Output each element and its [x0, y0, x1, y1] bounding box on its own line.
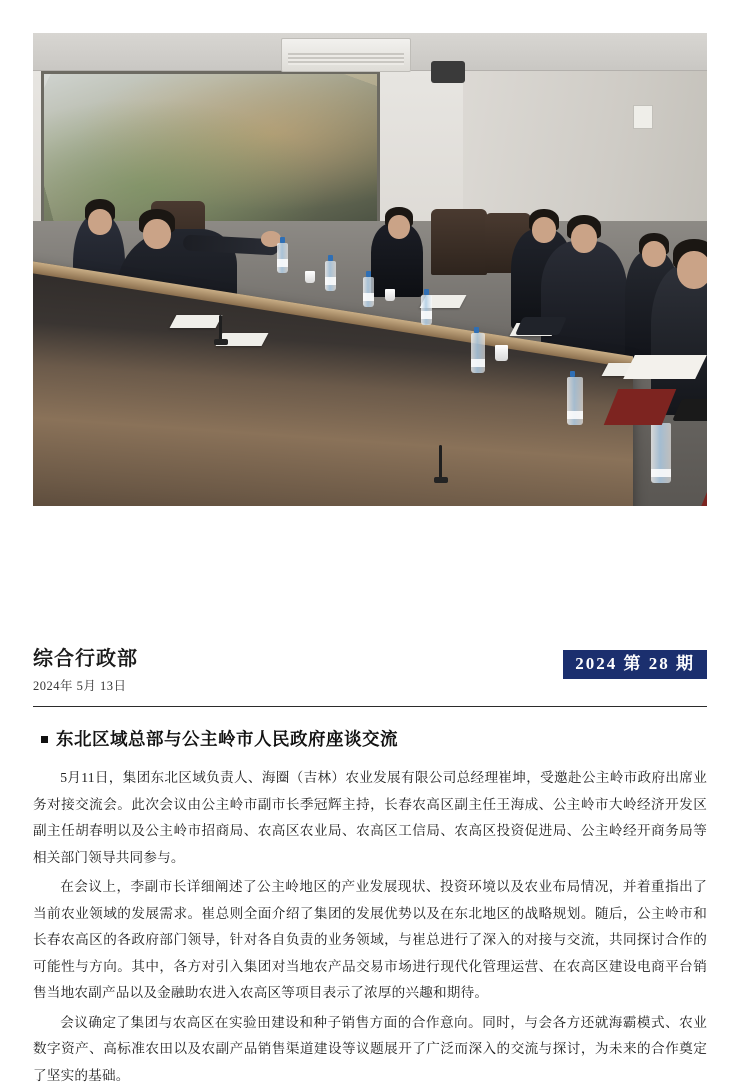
participant-head [143, 219, 171, 249]
issue-badge: 2024 第 28 期 [563, 650, 707, 679]
article-headline [41, 726, 707, 751]
chair [431, 209, 487, 275]
water-bottle [567, 377, 583, 425]
wall-outlet [633, 105, 653, 129]
photo-scene [33, 33, 707, 506]
microphone [439, 445, 442, 479]
cup [305, 271, 315, 283]
paper-sheet [623, 355, 707, 379]
ceiling-speaker [431, 61, 465, 83]
water-bottle [651, 423, 671, 483]
notepad [170, 315, 223, 328]
masthead-divider [33, 706, 707, 707]
publish-date: 2024年 5月 13日 [33, 679, 127, 693]
article-paragraph: 在会议上，李副市长详细阐述了公主岭地区的产业发展现状、投资环境以及农业布局情况，并着重指出了当前农业领域的发展需求。崔总则全面介绍了集团的发展优势以及在东北地区的战略规划。随后，公主岭市和长春农高区的各政府部门领导，针对各自负责的业务领域，与崔总进行了深入的对接与交流，共同探讨合作的可能性与方向。其中，各方对引入集团对当地农产品交易市场进行现代化管理运营、在农高区建设电商平台销售当地农副产品以及金融助农进入农高区等项目表示了浓厚的兴趣和期待。 [33, 879, 707, 1000]
masthead [33, 648, 707, 696]
water-bottle [277, 243, 288, 273]
department-name: 综合行政部 [33, 648, 138, 670]
article-paragraph: 5月11日，集团东北区域负责人、海圈（吉林）农业发展有限公司总经理崔坤，受邀赴公主岭市政府出席业务对接交流会。此次会议由公主岭市副市长季冠辉主持，长春农高区副主任王海成、公主岭市大岭经济开发区副主任胡春明以及公主岭市招商局、农高区农业局、农高区工信局、农高区投资促进局、公主岭经开商务局等相关部门领导共同参与。 [33, 770, 707, 865]
participant-head [532, 217, 556, 243]
right-wall [463, 71, 707, 231]
water-bottle [325, 261, 336, 291]
article-paragraph: 会议确定了集团与农高区在实验田建设和种子销售方面的合作意向。同时，与会各方还就海霸模式、农业数字资产、高标准农田以及农副产品销售渠道建设等议题展开了广泛而深入的交流与探讨，为未来的合作奠定了坚实的基础。 [33, 1014, 707, 1083]
water-bottle [471, 333, 485, 373]
bullet-square-icon [41, 736, 48, 743]
microphone [219, 315, 222, 341]
participant-head [388, 215, 410, 239]
article [33, 726, 707, 1092]
participant-head [571, 224, 597, 253]
air-conditioner [281, 38, 411, 72]
participant-head [677, 251, 707, 289]
water-bottle [363, 277, 374, 307]
cup [495, 345, 508, 361]
participant [541, 241, 627, 359]
cup [385, 289, 395, 301]
participant-head [642, 241, 666, 267]
headline-text: 东北区域总部与公主岭市人民政府座谈交流 [56, 729, 398, 749]
meeting-photo [33, 33, 707, 506]
phone [515, 317, 567, 335]
water-bottle [421, 295, 432, 325]
participant-head [88, 209, 112, 235]
